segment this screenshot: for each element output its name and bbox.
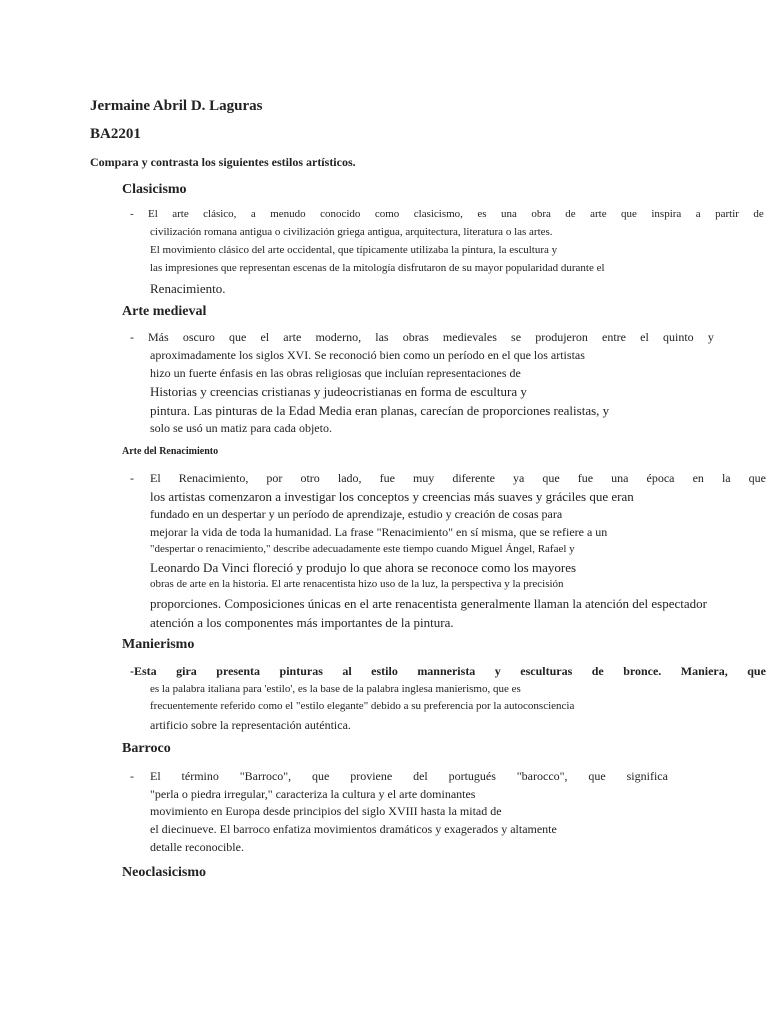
heading-clasicismo: Clasicismo bbox=[122, 182, 187, 197]
renacimiento-line-2: los artistas comenzaron a investigar los conceptos y creencias más suaves y gráciles que eran bbox=[150, 489, 634, 504]
barroco-line-5: detalle reconocible. bbox=[150, 840, 244, 854]
list-dash: - bbox=[130, 208, 134, 220]
medieval-line-6: solo se usó un matiz para cada objeto. bbox=[150, 421, 332, 435]
manierismo-line-1: -Esta gira presenta pinturas al estilo mannerista y esculturas de bronce. Maniera, que bbox=[130, 664, 766, 678]
author-name: Jermaine Abril D. Laguras bbox=[90, 98, 263, 114]
course-code: BA2201 bbox=[90, 126, 141, 142]
list-dash: - bbox=[130, 769, 134, 783]
medieval-line-3: hizo un fuerte énfasis en las obras religiosas que incluían representaciones de bbox=[150, 366, 521, 380]
medieval-line-5: pintura. Las pinturas de la Edad Media eran planas, carecían de proporciones realistas, y bbox=[150, 403, 610, 418]
medieval-line-4: Historias y creencias cristianas y judeocristianas en forma de escultura y bbox=[150, 384, 527, 399]
barroco-line-4: el diecinueve. El barroco enfatiza movimientos dramáticos y exagerados y altamente bbox=[150, 822, 557, 836]
list-dash: - bbox=[130, 330, 134, 344]
manierismo-line-4: artificio sobre la representación auténtica. bbox=[150, 718, 351, 732]
clasicismo-line-2: civilización romana antigua o civilización griega antigua, arquitectura, literatura o las artes. bbox=[150, 226, 553, 238]
manierismo-line-2: es la palabra italiana para 'estilo', es la base de la palabra inglesa manierismo, que es bbox=[150, 683, 521, 695]
heading-renacimiento: Arte del Renacimiento bbox=[122, 446, 219, 457]
barroco-line-2: "perla o piedra irregular," caracteriza la cultura y el arte dominantes bbox=[150, 787, 476, 801]
heading-neoclasicismo: Neoclasicismo bbox=[122, 865, 206, 880]
heading-manierismo: Manierismo bbox=[122, 637, 195, 652]
manierismo-line-3: frecuentemente referido como el "estilo elegante" debido a su preferencia por la autoconsciencia bbox=[150, 700, 575, 712]
medieval-line-2: aproximadamente los siglos XVI. Se reconoció bien como un período en el que los artistas bbox=[150, 348, 585, 362]
clasicismo-line-4: las impresiones que representan escenas de la mitología disfrutaron de su mayor popularidad durante el bbox=[150, 262, 605, 274]
renacimiento-line-1: El Renacimiento, por otro lado, fue muy diferente ya que fue una época en la que bbox=[150, 471, 766, 485]
renacimiento-line-3: fundado en un despertar y un período de aprendizaje, estudio y creación de cosas para bbox=[150, 507, 563, 521]
renacimiento-line-4: mejorar la vida de toda la humanidad. La frase "Renacimiento" en sí misma, que se refiere a un bbox=[150, 525, 608, 539]
heading-medieval: Arte medieval bbox=[122, 304, 207, 319]
heading-barroco: Barroco bbox=[122, 741, 171, 756]
medieval-line-1: Más oscuro que el arte moderno, las obras medievales se produjeron entre el quinto y bbox=[148, 330, 714, 344]
renacimiento-line-5: "despertar o renacimiento," describe adecuadamente este tiempo cuando Miguel Ángel, Rafael y bbox=[150, 543, 575, 555]
renacimiento-line-7: obras de arte en la historia. El arte renacentista hizo uso de la luz, la perspectiva y la precisión bbox=[150, 578, 564, 590]
clasicismo-line-1: El arte clásico, a menudo conocido como clasicismo, es una obra de arte que inspira a partir de bbox=[148, 208, 764, 220]
barroco-line-1: El término "Barroco", que proviene del portugués "barocco", que significa bbox=[150, 769, 668, 783]
renacimiento-line-8: proporciones. Composiciones únicas en el arte renacentista generalmente llaman la atención del espectador bbox=[150, 596, 707, 611]
assignment-prompt: Compara y contrasta los siguientes estilos artísticos. bbox=[90, 155, 356, 169]
renacimiento-line-6: Leonardo Da Vinci floreció y produjo lo que ahora se reconoce como los mayores bbox=[150, 560, 577, 575]
clasicismo-line-5: Renacimiento. bbox=[150, 281, 226, 296]
renacimiento-line-9: atención a los componentes más importantes de la pintura. bbox=[150, 615, 454, 630]
barroco-line-3: movimiento en Europa desde principios del siglo XVIII hasta la mitad de bbox=[150, 804, 502, 818]
list-dash: - bbox=[130, 471, 134, 485]
clasicismo-line-3: El movimiento clásico del arte occidental, que típicamente utilizaba la pintura, la escultura y bbox=[150, 244, 558, 256]
